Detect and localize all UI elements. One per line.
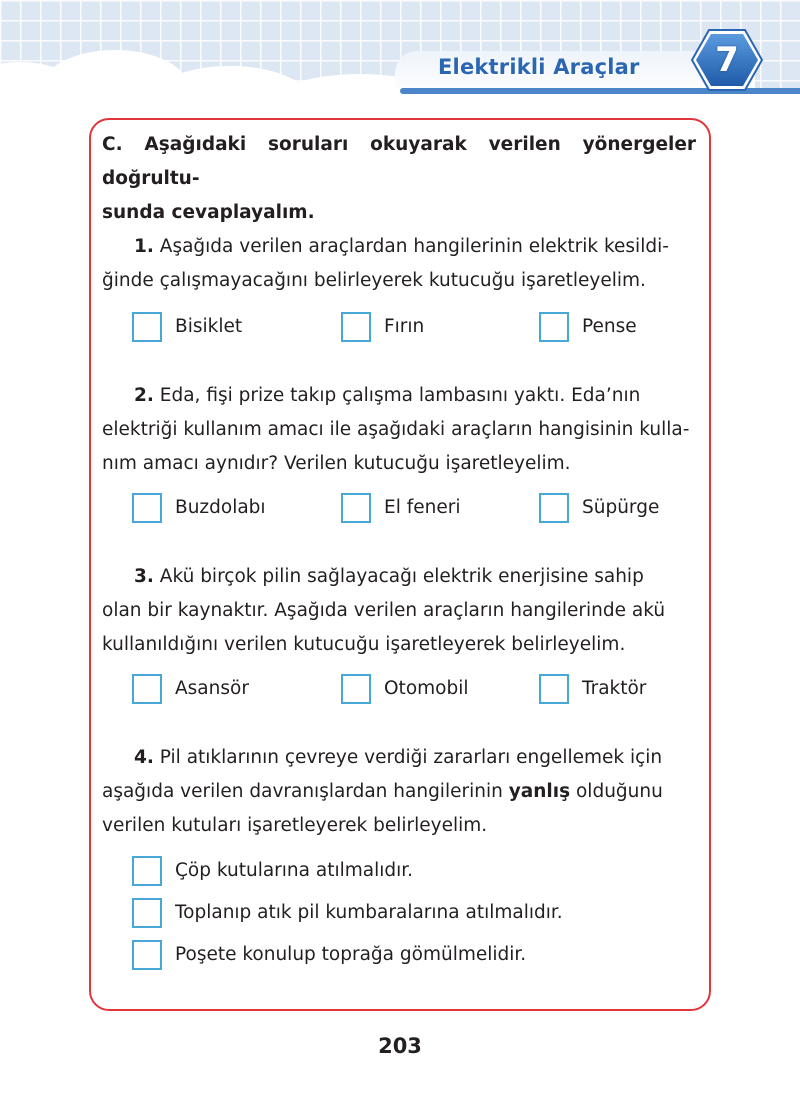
option-row (102, 492, 696, 528)
checkbox[interactable] (539, 493, 569, 523)
option-toprağa-gomme[interactable] (132, 937, 696, 973)
checkbox[interactable] (132, 312, 162, 342)
option-label: El feneri (384, 497, 461, 518)
question-line (102, 560, 696, 594)
question-text: olduğunu (570, 781, 663, 802)
checkbox[interactable] (539, 674, 569, 704)
checkbox[interactable] (132, 493, 162, 523)
option-label: Süpürge (582, 497, 660, 518)
option-otomobil[interactable] (341, 673, 469, 705)
option-label: Çöp kutularına atılmalıdır. (175, 860, 414, 881)
option-asansor[interactable] (132, 673, 249, 705)
option-label: Pense (582, 316, 637, 337)
emphasis-word: yanlış (508, 781, 571, 802)
question-number: 4. (134, 747, 154, 768)
question-line: nım amacı aynıdır? Verilen kutucuğu işaretleyelim. (102, 453, 571, 474)
question-2 (102, 379, 696, 481)
option-label: Bisiklet (175, 316, 243, 337)
option-label: Buzdolabı (175, 497, 266, 518)
checkbox[interactable] (539, 312, 569, 342)
checkbox[interactable] (132, 674, 162, 704)
question-text: Eda, fişi prize takıp çalışma lambasını yaktı. Eda’nın (153, 385, 641, 406)
checkbox[interactable] (132, 940, 162, 970)
question-line (102, 379, 696, 413)
question-line (102, 741, 696, 775)
option-row (102, 311, 696, 347)
checkbox[interactable] (341, 674, 371, 704)
instruction-line: sunda cevaplayalım. (102, 202, 315, 223)
option-atik-pil-kumbarasi[interactable] (132, 895, 696, 931)
option-bisiklet[interactable] (132, 311, 242, 343)
option-label: Poşete konulup toprağa gömülmelidir. (175, 944, 527, 965)
question-line: olan bir kaynaktır. Aşağıda verilen araçların hangilerinde akü (102, 600, 666, 621)
checkbox[interactable] (132, 856, 162, 886)
option-label: Otomobil (384, 678, 469, 699)
page-header (0, 0, 800, 110)
question-line: kullanıldığını verilen kutucuğu işaretleyerek belirleyelim. (102, 634, 626, 655)
question-4 (102, 741, 696, 843)
question-text: Akü birçok pilin sağlayacağı elektrik enerjisine sahip (153, 566, 644, 587)
option-pense[interactable] (539, 311, 637, 343)
question-line: verilen kutuları işaretleyerek belirleyelim. (102, 815, 488, 836)
option-buzdolabi[interactable] (132, 492, 266, 524)
option-firin[interactable] (341, 311, 424, 343)
option-supurge[interactable] (539, 492, 659, 524)
question-line: elektriği kullanım amacı ile aşağıdaki araçların hangisinin kulla- (102, 419, 690, 440)
question-text: Aşağıda verilen araçlardan hangilerinin elektrik kesildi- (153, 236, 669, 257)
checkbox[interactable] (132, 898, 162, 928)
question-line (102, 230, 696, 264)
page-number: 203 (378, 1034, 422, 1058)
option-label: Fırın (384, 316, 425, 337)
question-line: ğinde çalışmayacağını belirleyerek kutucuğu işaretleyelim. (102, 270, 646, 291)
option-row (102, 673, 696, 709)
option-traktor[interactable] (539, 673, 646, 705)
question-number: 1. (134, 236, 154, 257)
option-label: Toplanıp atık pil kumbaralarına atılmalıdır. (175, 902, 563, 923)
section-instructions (102, 128, 696, 230)
chapter-badge (690, 28, 764, 92)
question-number: 3. (134, 566, 154, 587)
question-1 (102, 230, 696, 298)
option-cop-kutusu[interactable] (132, 853, 696, 889)
option-list (102, 853, 696, 973)
instruction-line: C. Aşağıdaki soruları okuyarak verilen yönergeler doğrultu- (102, 134, 696, 189)
question-text: aşağıda verilen davranışlardan hangilerinin (102, 781, 509, 802)
option-el-feneri[interactable] (341, 492, 460, 524)
option-label: Traktör (582, 678, 647, 699)
checkbox[interactable] (341, 493, 371, 523)
option-label: Asansör (175, 678, 249, 699)
question-line (102, 775, 696, 809)
worksheet-content (102, 128, 696, 979)
chapter-number: 7 (715, 40, 739, 80)
question-text: Pil atıklarının çevreye verdiği zararları engellemek için (153, 747, 663, 768)
question-number: 2. (134, 385, 154, 406)
checkbox[interactable] (341, 312, 371, 342)
question-3 (102, 560, 696, 662)
chapter-title: Elektrikli Araçlar (438, 55, 640, 79)
